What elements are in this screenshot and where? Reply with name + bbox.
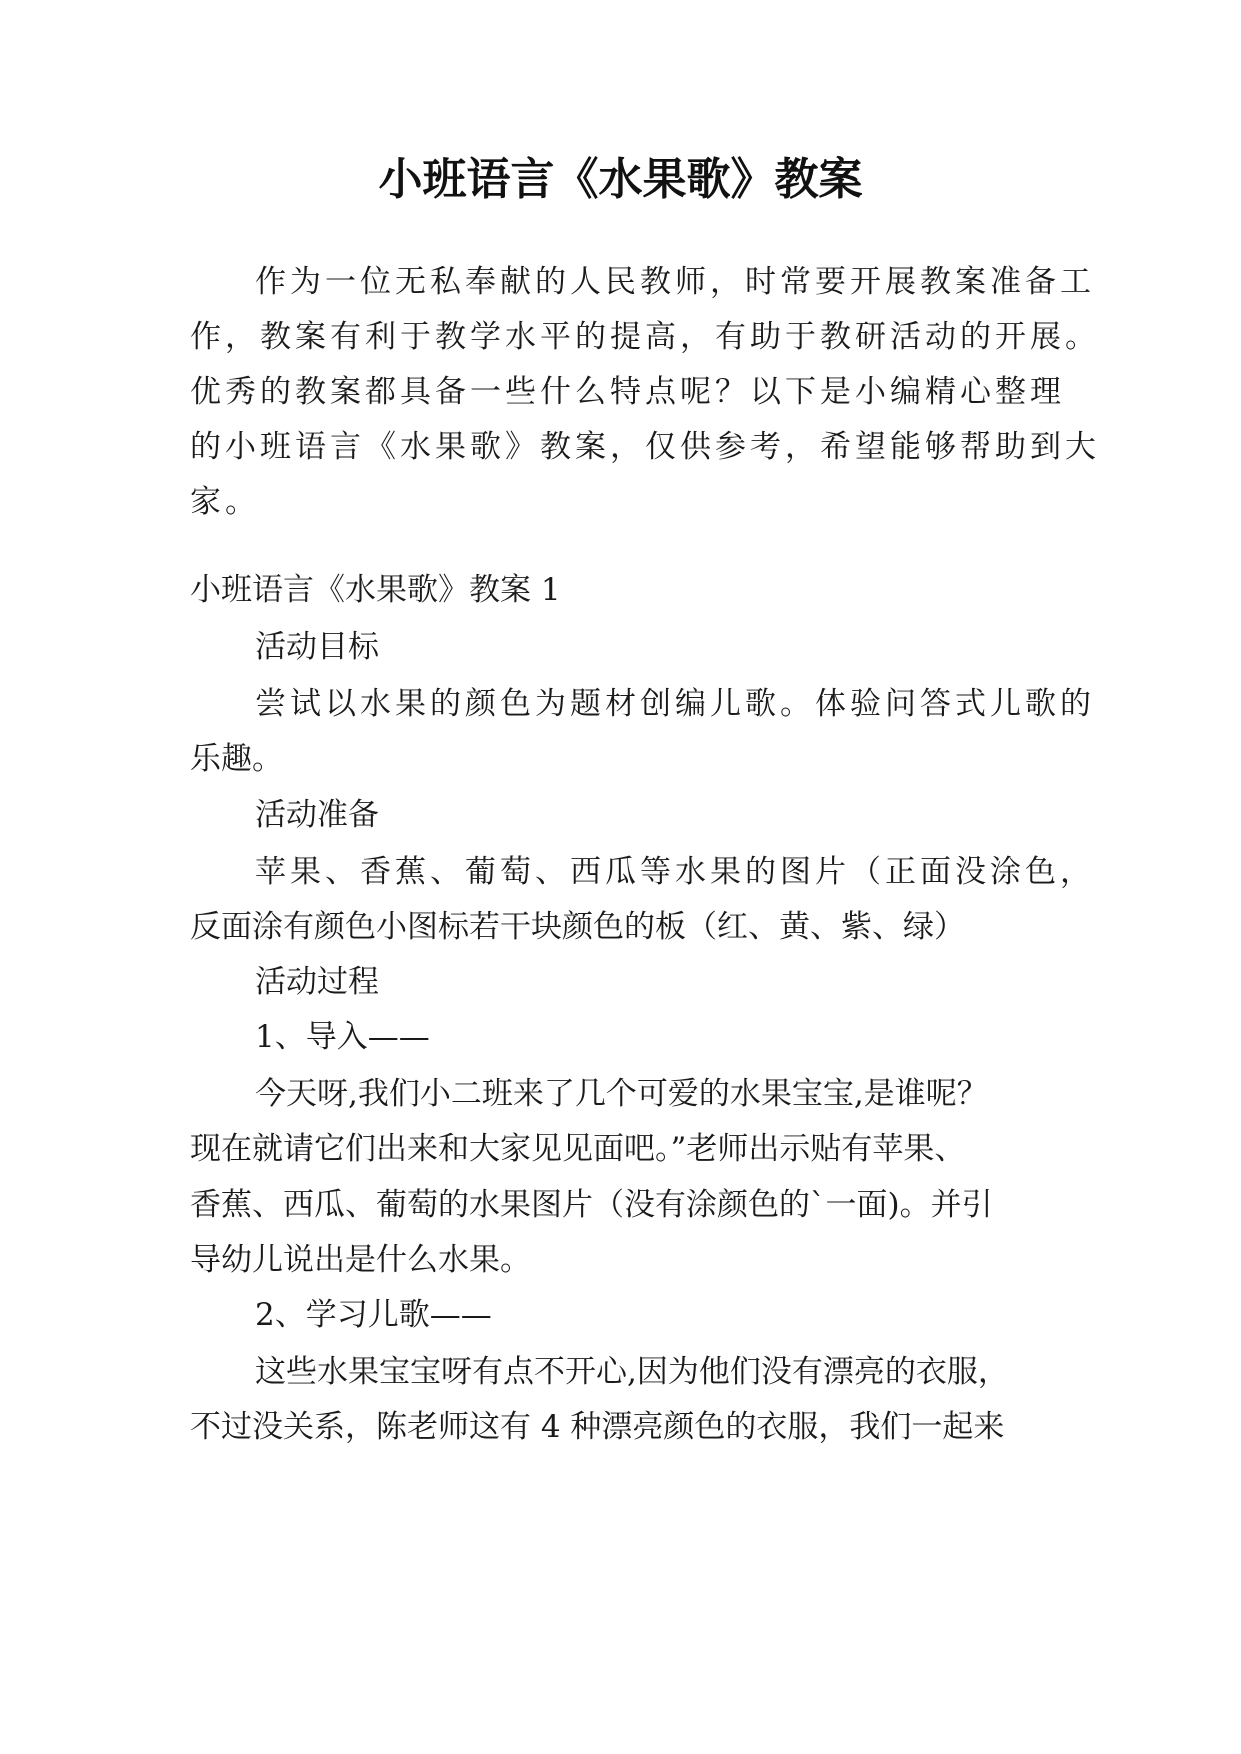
body-line: 不过没关系，陈老师这有 4 种漂亮颜色的衣服，我们一起来 (190, 1409, 1005, 1445)
body-line: 今天呀,我们小二班来了几个可爱的水果宝宝,是谁呢？ (255, 1076, 988, 1112)
subheading-activity-prep: 活动准备 (255, 797, 379, 833)
body-line: 现在就请它们出来和大家见见面吧。”老师出示贴有苹果、 (190, 1131, 966, 1167)
body-line: 反面涂有颜色小图标若干块颜色的板（红、黄、紫、绿） (190, 909, 965, 945)
document-title: 小班语言《水果歌》教案 (378, 154, 863, 205)
body-line: 香蕉、西瓜、葡萄的水果图片（没有涂颜色的`一面)。并引 (190, 1187, 993, 1223)
body-line: 尝试以水果的颜色为题材创编儿歌。体验问答式儿歌的 (255, 686, 1095, 722)
intro-line: 的小班语言《水果歌》教案，仅供参考，希望能够帮助到大 (190, 429, 1100, 465)
intro-line: 作，教案有利于教学水平的提高，有助于教研活动的开展。 (190, 319, 1100, 355)
intro-line: 家。 (190, 484, 260, 520)
body-line: 导幼儿说出是什么水果。 (190, 1242, 531, 1278)
subheading-activity-process: 活动过程 (255, 964, 379, 1000)
step-heading: 2、学习儿歌—— (255, 1297, 492, 1333)
body-line: 乐趣。 (190, 741, 283, 777)
subheading-activity-goal: 活动目标 (255, 629, 379, 665)
intro-line: 作为一位无私奉献的人民教师，时常要开展教案准备工 (255, 264, 1095, 300)
step-heading: 1、导入—— (255, 1019, 430, 1055)
body-line: 苹果、香蕉、葡萄、西瓜等水果的图片（正面没涂色， (255, 854, 1095, 890)
intro-line: 优秀的教案都具备一些什么特点呢？以下是小编精心整理 (190, 374, 1065, 410)
body-line: 这些水果宝宝呀有点不开心,因为他们没有漂亮的衣服， (255, 1354, 1009, 1390)
section-heading: 小班语言《水果歌》教案 1 (190, 572, 561, 608)
